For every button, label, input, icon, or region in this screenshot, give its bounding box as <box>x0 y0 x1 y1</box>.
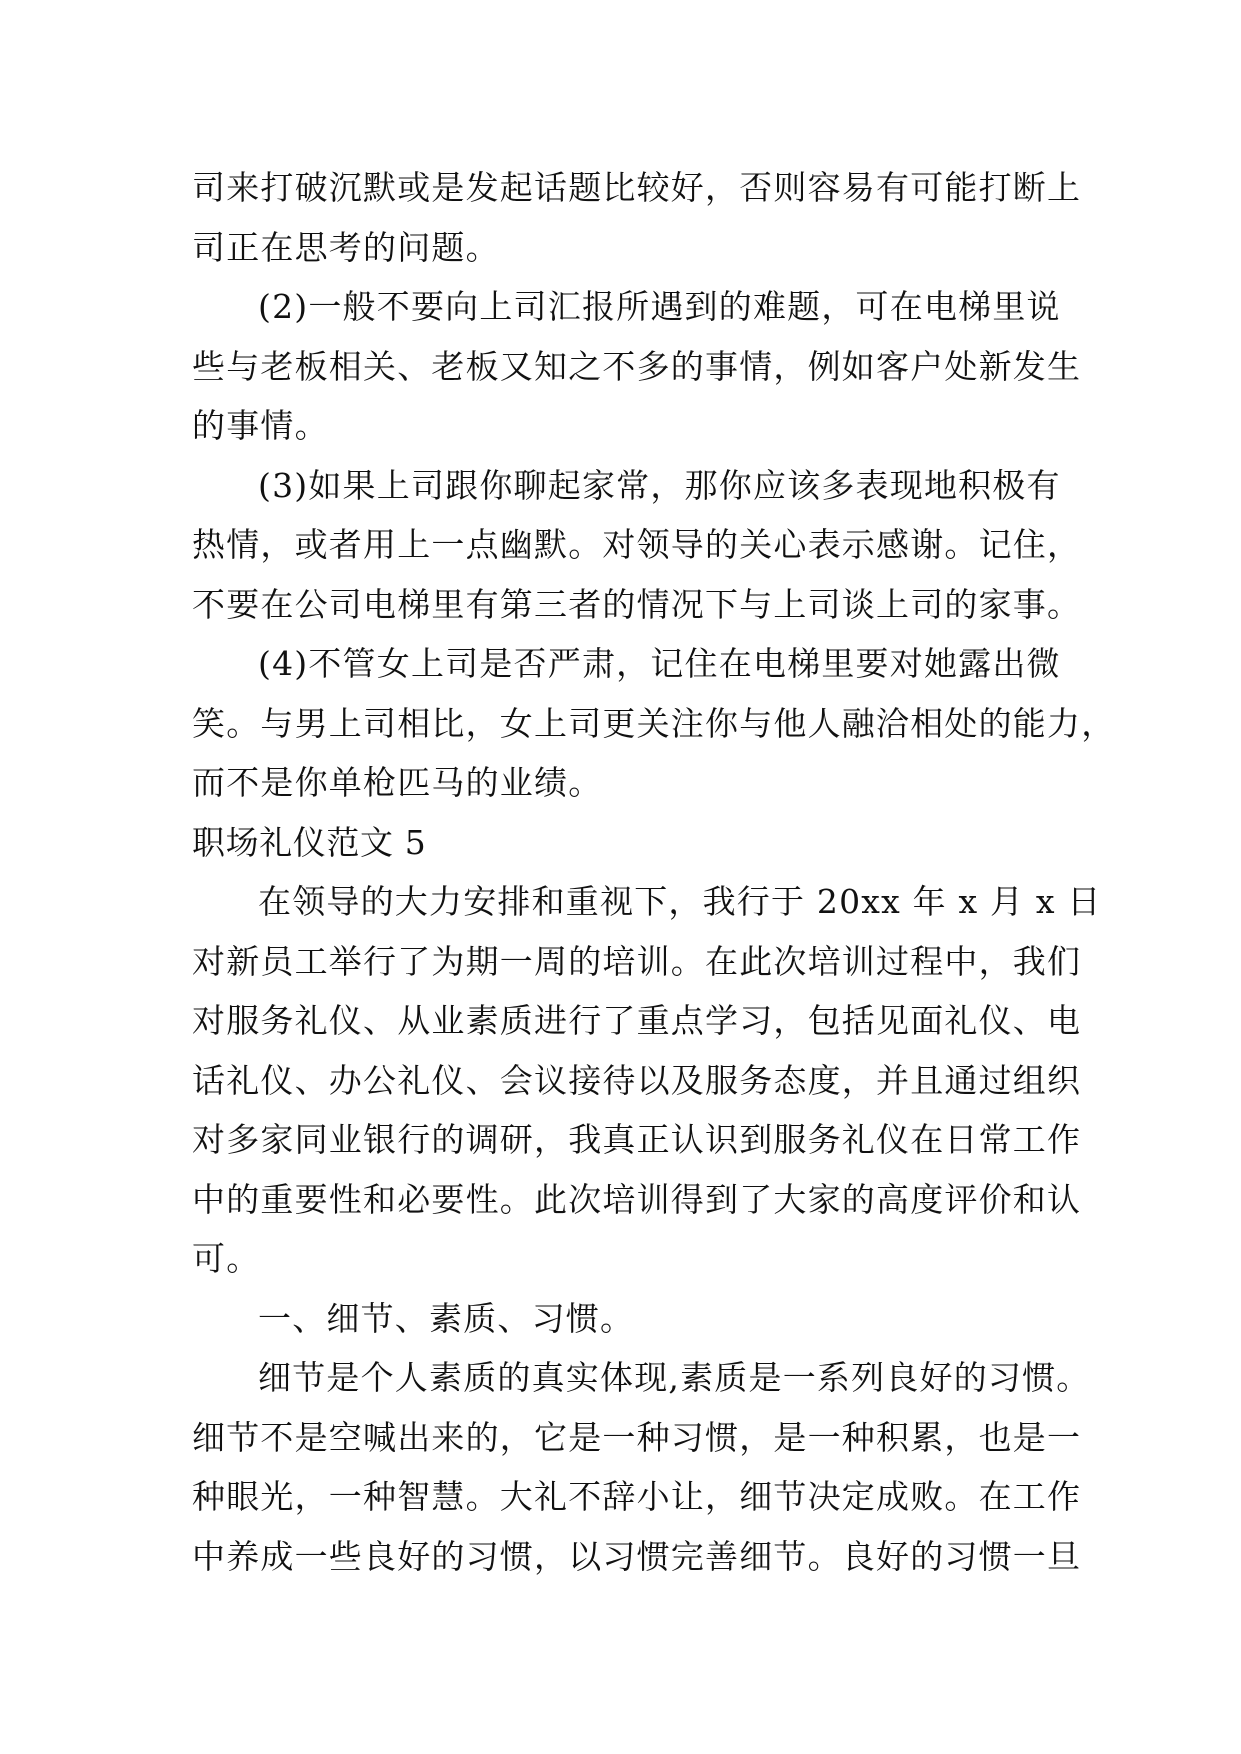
text-line: 对新员工举行了为期一周的培训。在此次培训过程中，我们 <box>192 941 1082 981</box>
text-line: 细节不是空喊出来的，它是一种习惯，是一种积累，也是一 <box>192 1417 1082 1457</box>
text-line: 的事情。 <box>192 406 329 445</box>
text-line: 不要在公司电梯里有第三者的情况下与上司谈上司的家事。 <box>192 584 1082 624</box>
list-item-3: (3)如果上司跟你聊起家常，那你应该多表现地积极有 <box>258 465 1061 505</box>
text-line: 中养成一些良好的习惯，以习惯完善细节。良好的习惯一旦 <box>192 1536 1082 1576</box>
paragraph-start: 细节是个人素质的真实体现,素质是一系列良好的习惯。 <box>258 1358 1091 1397</box>
document-body <box>192 158 1116 1586</box>
section-title: 职场礼仪范文 5 <box>192 822 427 862</box>
text-line: 可。 <box>192 1239 261 1278</box>
list-item-4: (4)不管女上司是否严肃，记住在电梯里要对她露出微 <box>258 644 1061 683</box>
paragraph-start: 在领导的大力安排和重视下，我行于 20xx 年 x 月 x 日 <box>258 882 1102 921</box>
text-line: 热情，或者用上一点幽默。对领导的关心表示感谢。记住， <box>192 525 1082 564</box>
text-line: 话礼仪、办公礼仪、会议接待以及服务态度，并且通过组织 <box>192 1060 1082 1100</box>
text-line: 对多家同业银行的调研，我真正认识到服务礼仪在日常工作 <box>192 1120 1082 1159</box>
list-item-2: (2)一般不要向上司汇报所遇到的难题，可在电梯里说 <box>258 287 1061 326</box>
subsection-title: 一、细节、素质、习惯。 <box>258 1298 635 1338</box>
text-line: 中的重要性和必要性。此次培训得到了大家的高度评价和认 <box>192 1179 1082 1219</box>
text-line: 司正在思考的问题。 <box>192 227 500 267</box>
text-line: 对服务礼仪、从业素质进行了重点学习，包括见面礼仪、电 <box>192 1001 1082 1040</box>
text-line: 种眼光，一种智慧。大礼不辞小让，细节决定成败。在工作 <box>192 1477 1082 1516</box>
text-line: 些与老板相关、老板又知之不多的事情，例如客户处新发生 <box>192 346 1082 386</box>
text-line: 司来打破沉默或是发起话题比较好，否则容易有可能打断上 <box>192 168 1082 207</box>
text-line: 而不是你单枪匹马的业绩。 <box>192 763 603 802</box>
text-line: 笑。与男上司相比，女上司更关注你与他人融洽相处的能力， <box>192 703 1116 743</box>
